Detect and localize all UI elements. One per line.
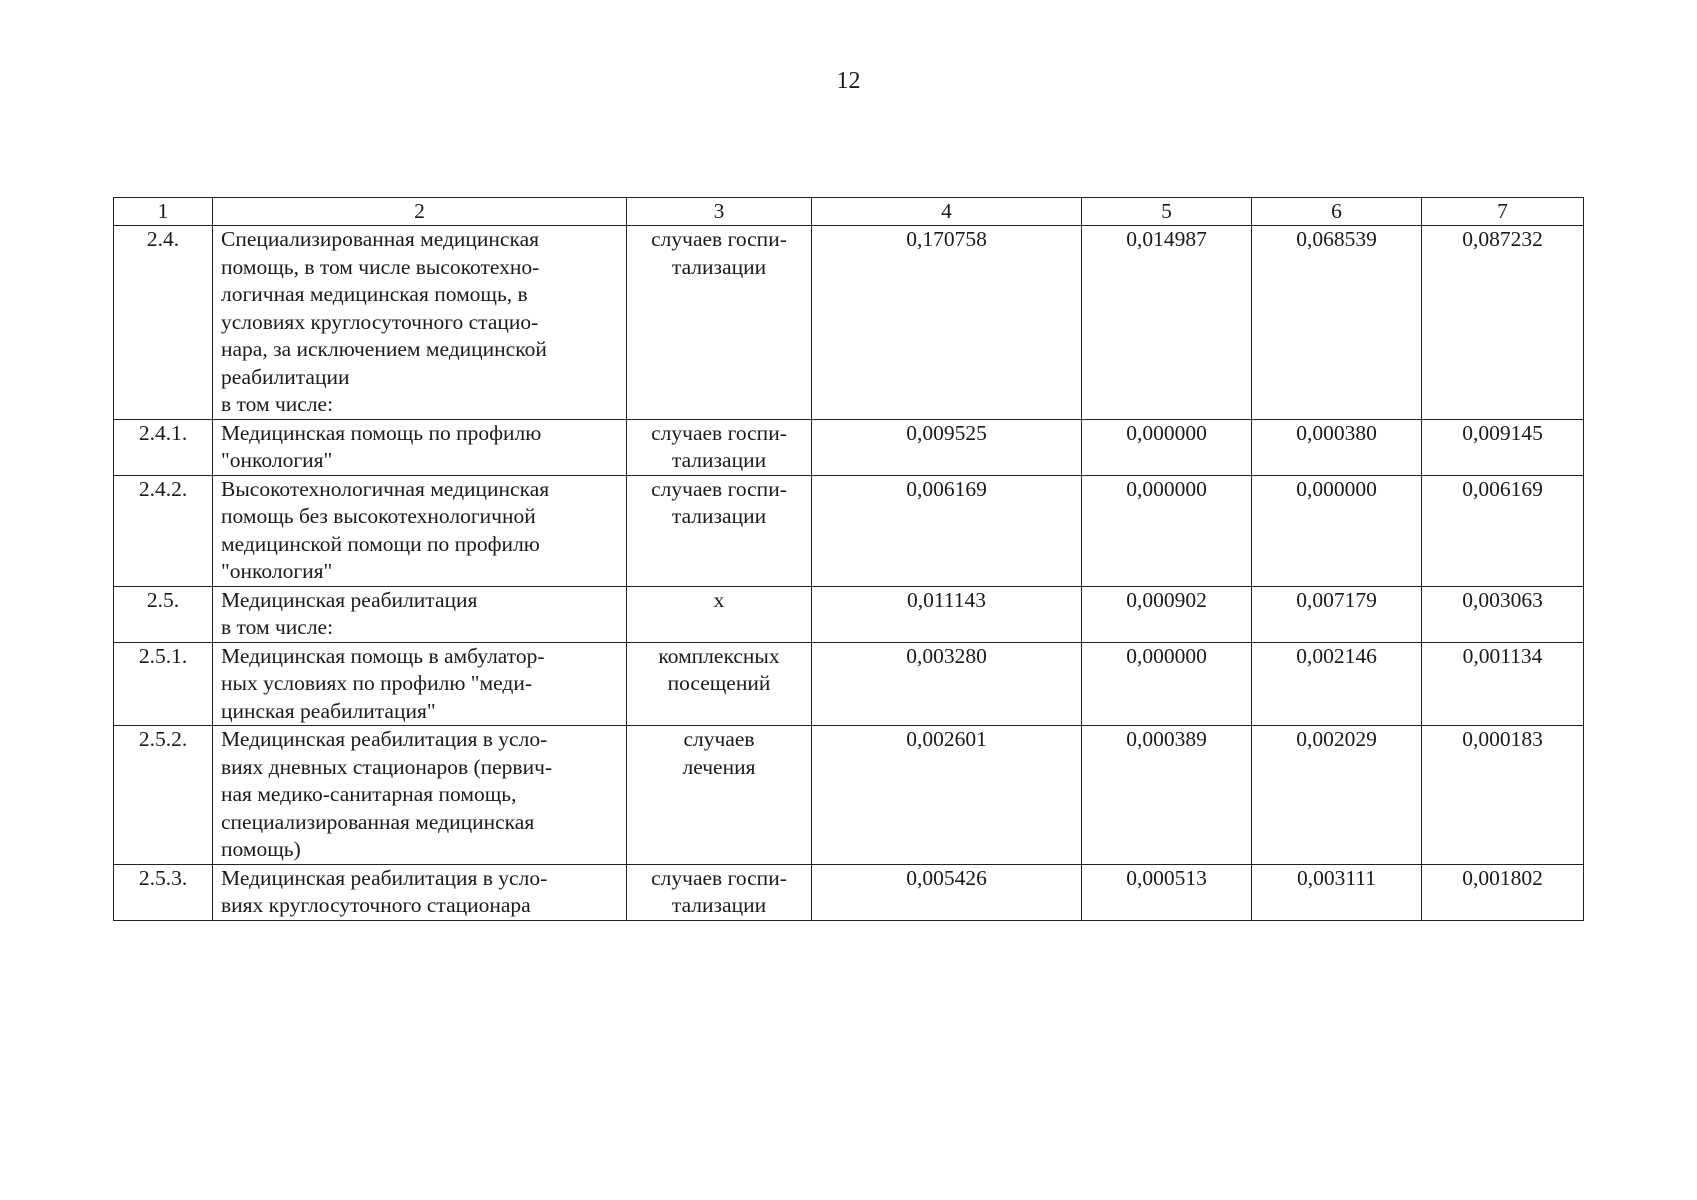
value-cell-col-7: 0,001802 — [1422, 864, 1584, 920]
value-cell-col-6: 0,002146 — [1252, 642, 1422, 726]
unit-line: случаев госпи- — [651, 420, 787, 445]
description-line: нара, за исключением медицинской — [221, 337, 547, 361]
description-line: Медицинская реабилитация в усло- — [221, 865, 548, 890]
row-description — [213, 475, 627, 586]
unit-line: посещений — [667, 671, 771, 695]
column-header: 5 — [1082, 198, 1252, 226]
value-cell-col-4: 0,170758 — [812, 226, 1082, 420]
value-cell-col-6: 0,002029 — [1252, 726, 1422, 865]
row-unit — [627, 864, 812, 920]
value-cell-col-5: 0,000000 — [1082, 642, 1252, 726]
page-number: 12 — [836, 68, 861, 94]
value-cell-col-7: 0,000183 — [1422, 726, 1584, 865]
unit-line: тализации — [671, 504, 767, 528]
table-row — [114, 864, 1584, 920]
value-cell-col-7: 0,006169 — [1422, 475, 1584, 586]
row-description — [213, 864, 627, 920]
description-line: виях круглосуточного стационара — [221, 893, 531, 917]
value-cell-col-6: 0,007179 — [1252, 586, 1422, 642]
unit-line: случаев — [683, 727, 755, 751]
value-cell-col-5: 0,014987 — [1082, 226, 1252, 420]
table-header-row — [114, 198, 1584, 226]
description-line: помощь) — [221, 837, 301, 861]
unit-line: тализации — [671, 448, 767, 472]
value-cell-col-4: 0,009525 — [812, 419, 1082, 475]
row-description — [213, 642, 627, 726]
value-cell-col-7: 0,009145 — [1422, 419, 1584, 475]
description-line: в том числе: — [221, 392, 334, 416]
unit-line: случаев госпи- — [651, 865, 787, 890]
table-row — [114, 475, 1584, 586]
unit-line: х — [713, 587, 725, 612]
row-unit — [627, 226, 812, 420]
column-header: 7 — [1422, 198, 1584, 226]
value-cell-col-7: 0,087232 — [1422, 226, 1584, 420]
row-description — [213, 586, 627, 642]
description-line: Медицинская помощь в амбулатор- — [221, 643, 545, 668]
table-row — [114, 419, 1584, 475]
unit-line: комплексных — [658, 643, 780, 668]
description-line: в том числе: — [221, 615, 334, 639]
row-number: 2.4. — [114, 226, 213, 420]
description-line: Медицинская реабилитация — [221, 587, 478, 612]
table-row — [114, 586, 1584, 642]
row-description — [213, 726, 627, 865]
value-cell-col-7: 0,003063 — [1422, 586, 1584, 642]
description-line: помощь, в том числе высокотехно- — [221, 254, 540, 279]
data-table — [113, 197, 1584, 921]
unit-line: случаев госпи- — [651, 476, 787, 501]
description-line: Медицинская помощь по профилю — [221, 420, 542, 445]
unit-line: тализации — [671, 254, 767, 279]
value-cell-col-6: 0,068539 — [1252, 226, 1422, 420]
description-line: ная медико-санитарная помощь, — [221, 782, 517, 806]
description-line: ных условиях по профилю "меди- — [221, 671, 533, 695]
row-unit — [627, 586, 812, 642]
value-cell-col-5: 0,000513 — [1082, 864, 1252, 920]
row-unit — [627, 726, 812, 865]
description-line: Высокотехнологичная медицинская — [221, 476, 550, 501]
value-cell-col-4: 0,011143 — [812, 586, 1082, 642]
value-cell-col-5: 0,000902 — [1082, 586, 1252, 642]
value-cell-col-4: 0,003280 — [812, 642, 1082, 726]
value-cell-col-4: 0,002601 — [812, 726, 1082, 865]
description-line: специализированная медицинская — [221, 809, 535, 834]
unit-line: случаев госпи- — [651, 227, 787, 251]
value-cell-col-5: 0,000000 — [1082, 419, 1252, 475]
value-cell-col-7: 0,001134 — [1422, 642, 1584, 726]
description-line: виях дневных стационаров (первич- — [221, 754, 553, 779]
value-cell-col-4: 0,006169 — [812, 475, 1082, 586]
row-unit — [627, 642, 812, 726]
value-cell-col-5: 0,000000 — [1082, 475, 1252, 586]
description-line: "онкология" — [221, 448, 333, 472]
table-row — [114, 726, 1584, 865]
row-number: 2.4.1. — [114, 419, 213, 475]
description-line: "онкология" — [221, 559, 333, 583]
value-cell-col-5: 0,000389 — [1082, 726, 1252, 865]
column-header: 3 — [627, 198, 812, 226]
row-number: 2.5.2. — [114, 726, 213, 865]
row-number: 2.4.2. — [114, 475, 213, 586]
description-line: цинская реабилитация" — [221, 698, 436, 723]
description-line: логичная медицинская помощь, в — [221, 282, 528, 306]
description-line: реабилитации — [221, 364, 350, 389]
row-number: 2.5.1. — [114, 642, 213, 726]
column-header: 4 — [812, 198, 1082, 226]
column-header: 6 — [1252, 198, 1422, 226]
description-line: помощь без высокотехнологичной — [221, 504, 536, 528]
column-header: 1 — [114, 198, 213, 226]
row-description — [213, 226, 627, 420]
value-cell-col-4: 0,005426 — [812, 864, 1082, 920]
row-number: 2.5.3. — [114, 864, 213, 920]
table-row — [114, 642, 1584, 726]
description-line: медицинской помощи по профилю — [221, 531, 540, 556]
row-number: 2.5. — [114, 586, 213, 642]
value-cell-col-6: 0,000000 — [1252, 475, 1422, 586]
column-header: 2 — [213, 198, 627, 226]
value-cell-col-6: 0,000380 — [1252, 419, 1422, 475]
row-unit — [627, 419, 812, 475]
row-description — [213, 419, 627, 475]
description-line: условиях круглосуточного стацио- — [221, 309, 539, 334]
description-line: Специализированная медицинская — [221, 227, 540, 251]
unit-line: лечения — [682, 754, 756, 779]
row-unit — [627, 475, 812, 586]
description-line: Медицинская реабилитация в усло- — [221, 727, 548, 751]
unit-line: тализации — [671, 893, 767, 917]
value-cell-col-6: 0,003111 — [1252, 864, 1422, 920]
table-row — [114, 226, 1584, 420]
